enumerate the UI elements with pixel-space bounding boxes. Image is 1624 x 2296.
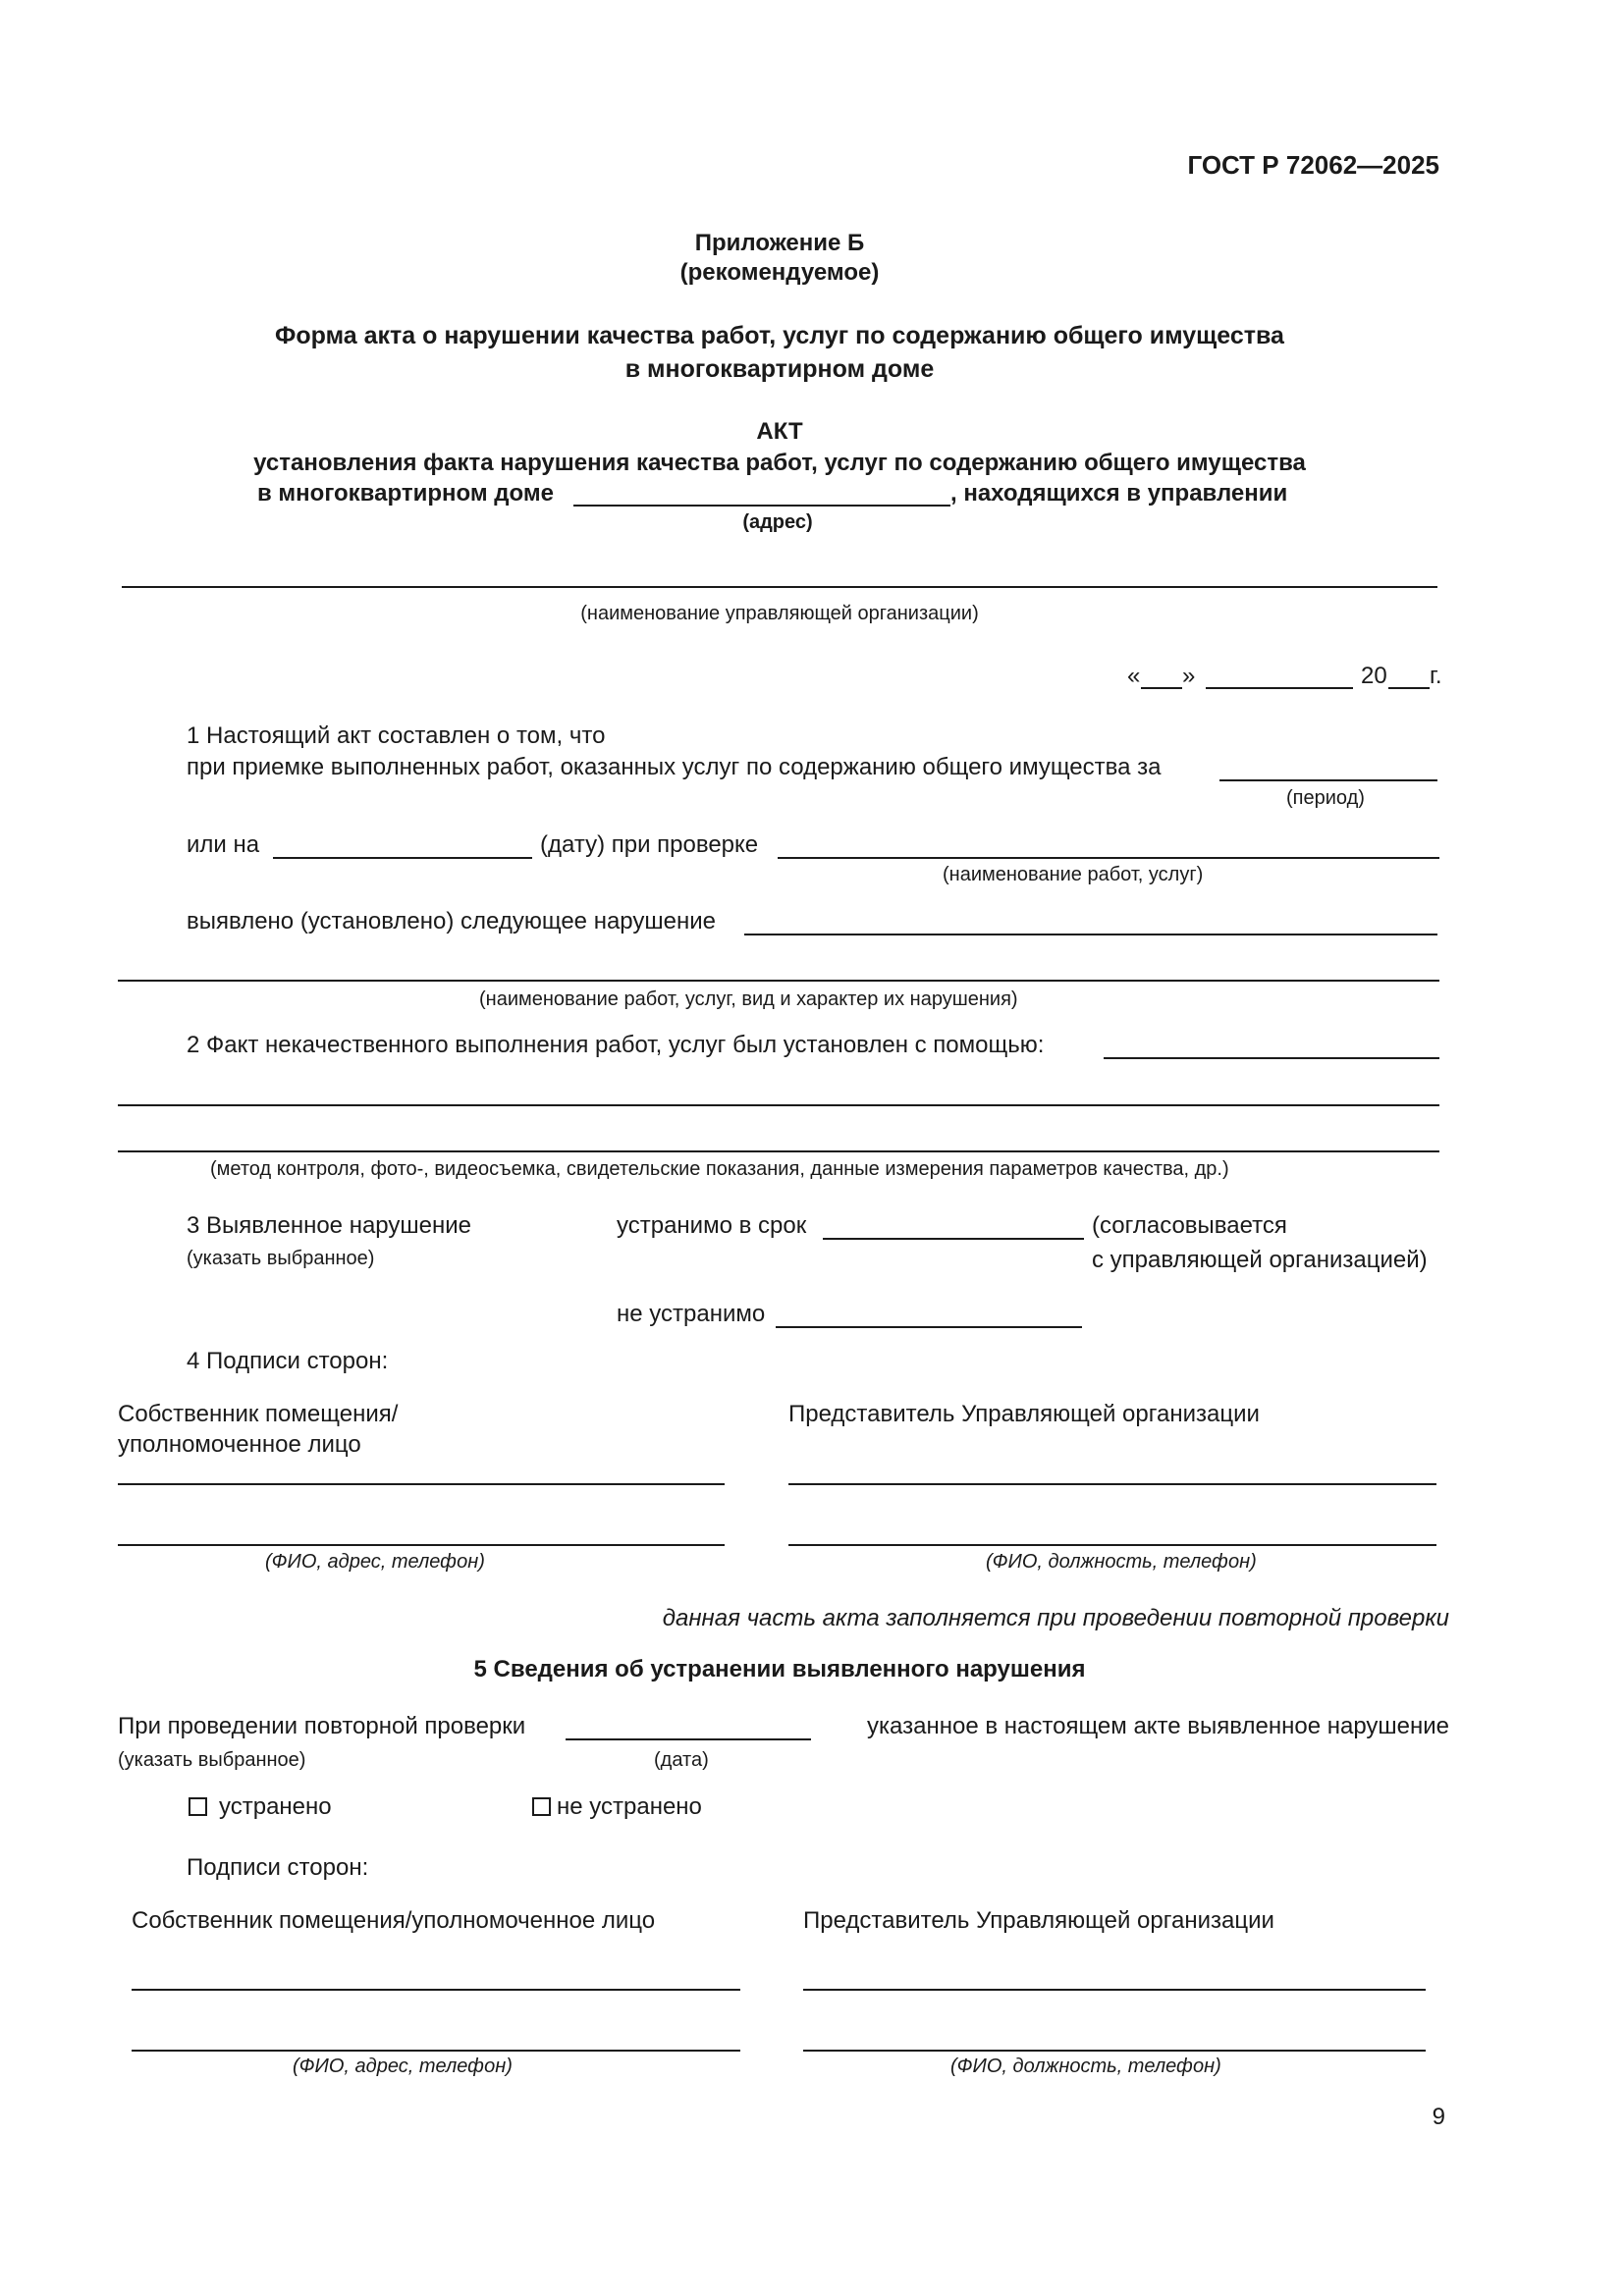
period-caption: (период) (1286, 787, 1365, 809)
fix-deadline-field[interactable] (823, 1238, 1084, 1240)
option-not-fixed[interactable] (532, 1793, 702, 1821)
section3-choose-caption: (указать выбранное) (187, 1248, 375, 1269)
section5-owner: Собственник помещения/уполномоченное лицо (132, 1907, 656, 1934)
act-subtitle-suffix: , находящихся в управлении (950, 480, 1288, 507)
date-month-field[interactable] (1206, 687, 1353, 689)
checkbox-fixed[interactable] (189, 1797, 207, 1816)
rep-name-field[interactable] (788, 1544, 1436, 1546)
date-year-prefix: 20 (1361, 663, 1387, 689)
option-fixed-label: устранено (219, 1793, 332, 1820)
option-not-fixed-label: не устранено (557, 1793, 702, 1820)
appendix-title: Приложение Б (694, 230, 865, 256)
form-title-line2: в многоквартирном доме (624, 355, 935, 383)
method-field-1[interactable] (1104, 1057, 1439, 1059)
works-caption: (наименование работ, услуг) (943, 864, 1204, 885)
works-name-field[interactable] (778, 857, 1439, 859)
section5-recheck-suffix: указанное в настоящем акте выявленное нарушение (867, 1713, 1449, 1739)
violation-field-2[interactable] (118, 980, 1439, 982)
section5-rep-caption: (ФИО, должность, телефон) (950, 2056, 1221, 2077)
section5-recheck-prefix: При проведении повторной проверки (118, 1713, 526, 1739)
section1-intro: 1 Настоящий акт составлен о том, что (187, 722, 606, 749)
organization-name-field[interactable] (122, 586, 1437, 588)
section5-date-caption: (дата) (654, 1749, 709, 1771)
act-subtitle-line1: установления факта нарушения качества работ, услуг по содержанию общего имущества (253, 450, 1306, 476)
section2-text: 2 Факт некачественного выполнения работ, услуг был установлен с помощью: (187, 1032, 1045, 1058)
section5-title: 5 Сведения об устранении выявленного нарушения (473, 1656, 1086, 1682)
section1-acceptance: при приемке выполненных работ, оказанных услуг по содержанию общего имущества за (187, 754, 1162, 780)
section5-rep: Представитель Управляющей организации (803, 1907, 1274, 1934)
section5-signatures-title: Подписи сторон: (187, 1854, 369, 1881)
section1-date-check: (дату) при проверке (540, 831, 759, 858)
section1-or-on: или на (187, 831, 260, 858)
section4-title: 4 Подписи сторон: (187, 1348, 389, 1374)
act-subtitle-prefix: в многоквартирном доме (257, 480, 554, 507)
act-title: АКТ (756, 418, 803, 445)
date-year-field[interactable] (1388, 687, 1430, 689)
section5-owner-signature-field[interactable] (132, 1989, 740, 1991)
date-year-suffix: г. (1430, 663, 1442, 689)
section5-owner-name-field[interactable] (132, 2050, 740, 2052)
address-caption: (адрес) (742, 511, 813, 533)
section3-label: 3 Выявленное нарушение (187, 1212, 471, 1239)
not-fixable-field[interactable] (776, 1326, 1082, 1328)
violation-caption: (наименование работ, услуг, вид и характер их нарушения) (479, 988, 1018, 1010)
date-field[interactable] (273, 857, 532, 859)
section4-owner-caption: (ФИО, адрес, телефон) (265, 1551, 485, 1573)
section5-choose-caption: (указать выбранное) (118, 1749, 306, 1771)
date-open-quote: « (1127, 663, 1141, 689)
owner-signature-field[interactable] (118, 1483, 725, 1485)
owner-name-field[interactable] (118, 1544, 725, 1546)
section5-rep-name-field[interactable] (803, 2050, 1426, 2052)
form-title-line1: Форма акта о нарушении качества работ, услуг по содержанию общего имущества (275, 322, 1284, 349)
section3-fixable: устранимо в срок (617, 1212, 807, 1239)
section3-agreed-2: с управляющей организацией) (1092, 1247, 1428, 1273)
method-field-3[interactable] (118, 1150, 1439, 1152)
option-fixed[interactable] (189, 1793, 332, 1821)
section4-owner-line1: Собственник помещения/ (118, 1401, 399, 1427)
section4-rep-caption: (ФИО, должность, телефон) (986, 1551, 1257, 1573)
rep-signature-field[interactable] (788, 1483, 1436, 1485)
section5-rep-signature-field[interactable] (803, 1989, 1426, 1991)
section4-rep: Представитель Управляющей организации (788, 1401, 1260, 1427)
section4-owner-line2: уполномоченное лицо (118, 1431, 361, 1458)
address-field[interactable] (573, 505, 950, 507)
violation-field-1[interactable] (744, 934, 1437, 935)
recheck-date-field[interactable] (566, 1738, 811, 1740)
date-close-quote: » (1182, 663, 1196, 689)
section1-found: выявлено (установлено) следующее нарушение (187, 908, 716, 934)
page-number: 9 (1432, 2104, 1445, 2130)
section5-owner-caption: (ФИО, адрес, телефон) (293, 2056, 513, 2077)
date-day-field[interactable] (1141, 687, 1182, 689)
method-field-2[interactable] (118, 1104, 1439, 1106)
appendix-status: (рекомендуемое) (679, 259, 880, 286)
document-number: ГОСТ Р 72062—2025 (1187, 150, 1439, 180)
recheck-note: данная часть акта заполняется при проведении повторной проверки (662, 1605, 1449, 1631)
section3-agreed-1: (согласовывается (1092, 1212, 1287, 1239)
checkbox-not-fixed[interactable] (532, 1797, 551, 1816)
organization-caption: (наименование управляющей организации) (580, 603, 979, 624)
period-field[interactable] (1219, 779, 1437, 781)
method-caption: (метод контроля, фото-, видеосъемка, свидетельские показания, данные измерения параметров качества, др.) (210, 1158, 1229, 1180)
section3-not-fixable: не устранимо (617, 1301, 766, 1327)
